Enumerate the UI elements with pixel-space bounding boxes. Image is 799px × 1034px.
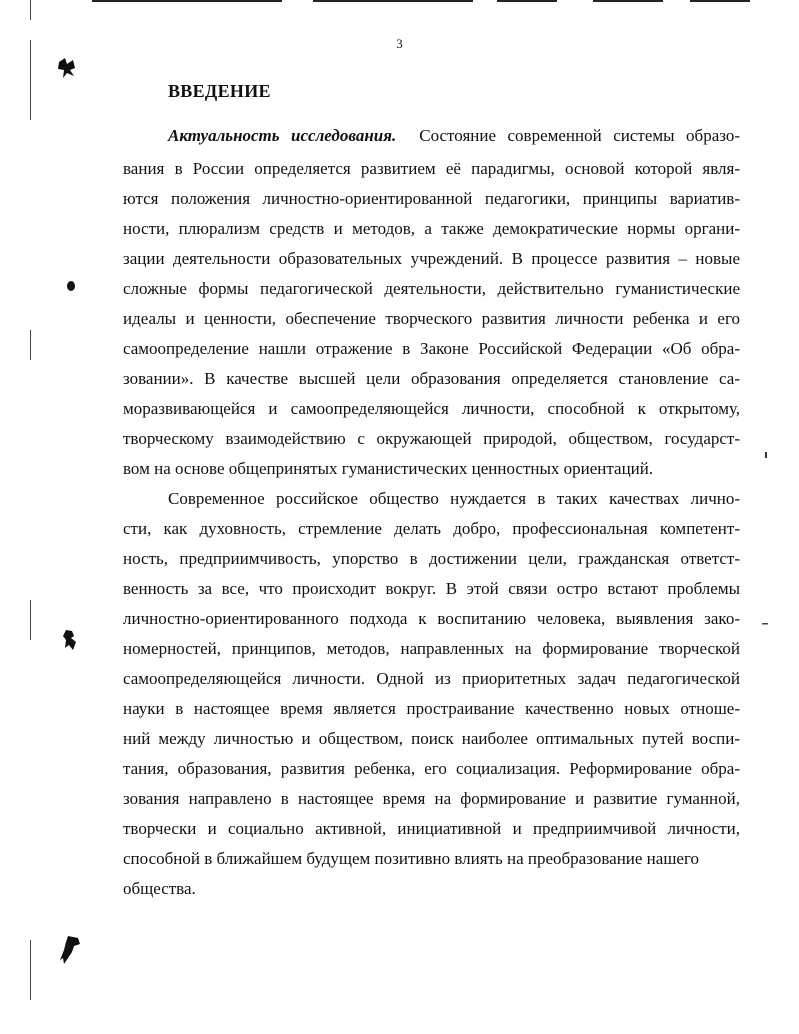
paragraph-line: самоопределяющейся личности. Одной из приоритетных задач педагогической bbox=[123, 669, 740, 688]
scan-left-edge bbox=[30, 40, 31, 120]
paragraph-line: способной в ближайшем будущем позитивно влиять на преобразование нашего bbox=[123, 849, 700, 868]
paragraph-line: зования направлено в настоящее время на формирование и развитие гуманной, bbox=[123, 789, 740, 808]
lead-phrase: Актуальность исследования. bbox=[168, 126, 397, 145]
paragraph-line: венность за все, что происходит вокруг. В этой связи остро встают проблемы bbox=[123, 579, 740, 598]
paragraph-line: зации деятельности образовательных учреждений. В процессе развития – новые bbox=[123, 249, 740, 268]
ink-dot-mark bbox=[66, 280, 76, 292]
ink-blot-mark bbox=[58, 934, 82, 966]
line-text: Состояние современной системы образо- bbox=[419, 126, 741, 145]
paragraph-line: идеалы и ценности, обеспечение творческого развития личности ребенка и его bbox=[123, 309, 740, 328]
paragraph-line: самоопределение нашли отражение в Законе Российской Федерации «Об обра- bbox=[123, 339, 740, 358]
paragraph-line: вания в России определяется развитием её парадигмы, основой которой явля- bbox=[123, 159, 740, 178]
paragraph-line: моразвивающейся и самоопределяющейся личности, способной к открытому, bbox=[123, 399, 740, 418]
speck-mark bbox=[764, 452, 768, 458]
paragraph-line: ются положения личностно-ориентированной педагогики, принципы вариатив- bbox=[123, 189, 740, 208]
scan-left-edge bbox=[30, 940, 31, 1000]
paragraph-line: Современное российское общество нуждается в таких качествах лично- bbox=[168, 489, 740, 508]
paragraph-line: общества. bbox=[123, 879, 196, 898]
scan-left-edge bbox=[30, 600, 31, 640]
paragraph-line: науки в настоящее время является простраивание качественно новых отноше- bbox=[123, 699, 740, 718]
paragraph-line: ность, предприимчивость, упорство в достижении цели, гражданская ответст- bbox=[123, 549, 740, 568]
paragraph-line: творческому взаимодействию с окружающей природой, обществом, государст- bbox=[123, 429, 740, 448]
ink-blot-mark bbox=[56, 56, 78, 80]
scan-top-rule bbox=[92, 0, 282, 2]
paragraph-line: сти, как духовность, стремление делать добро, профессиональная компетент- bbox=[123, 519, 740, 538]
paragraph-line: творчески и социально активной, инициативной и предприимчивой личности, bbox=[123, 819, 740, 838]
scan-left-edge bbox=[30, 330, 31, 360]
paragraph-line: вом на основе общепринятых гуманистических ценностных ориентаций. bbox=[123, 459, 654, 478]
paragraph-line: зовании». В качестве высшей цели образования определяется становление са- bbox=[123, 369, 740, 388]
scan-top-rule bbox=[593, 0, 663, 2]
ink-blot-mark bbox=[62, 628, 78, 652]
paragraph-line: ности, плюрализм средств и методов, а также демократические нормы органи- bbox=[123, 219, 740, 238]
scan-top-rule bbox=[690, 0, 750, 2]
scan-left-edge bbox=[30, 0, 31, 20]
section-heading: ВВЕДЕНИЕ bbox=[168, 81, 271, 101]
paragraph-line: ний между личностью и обществом, поиск наиболее оптимальных путей воспи- bbox=[123, 729, 740, 748]
paragraph-line: тания, образования, развития ребенка, его социализация. Реформирование обра- bbox=[123, 759, 740, 778]
scan-top-rule bbox=[497, 0, 557, 2]
speck-mark bbox=[762, 622, 768, 625]
scan-top-rule bbox=[313, 0, 473, 2]
paragraph-line: сложные формы педагогической деятельности, действительно гуманистические bbox=[123, 279, 740, 298]
paragraph-line bbox=[168, 126, 740, 146]
page-number: 3 bbox=[396, 36, 403, 51]
paragraph-line: личностно-ориентированного подхода к воспитанию человека, выявления зако- bbox=[123, 609, 740, 628]
paragraph-line: номерностей, принципов, методов, направленных на формирование творческой bbox=[123, 639, 740, 658]
